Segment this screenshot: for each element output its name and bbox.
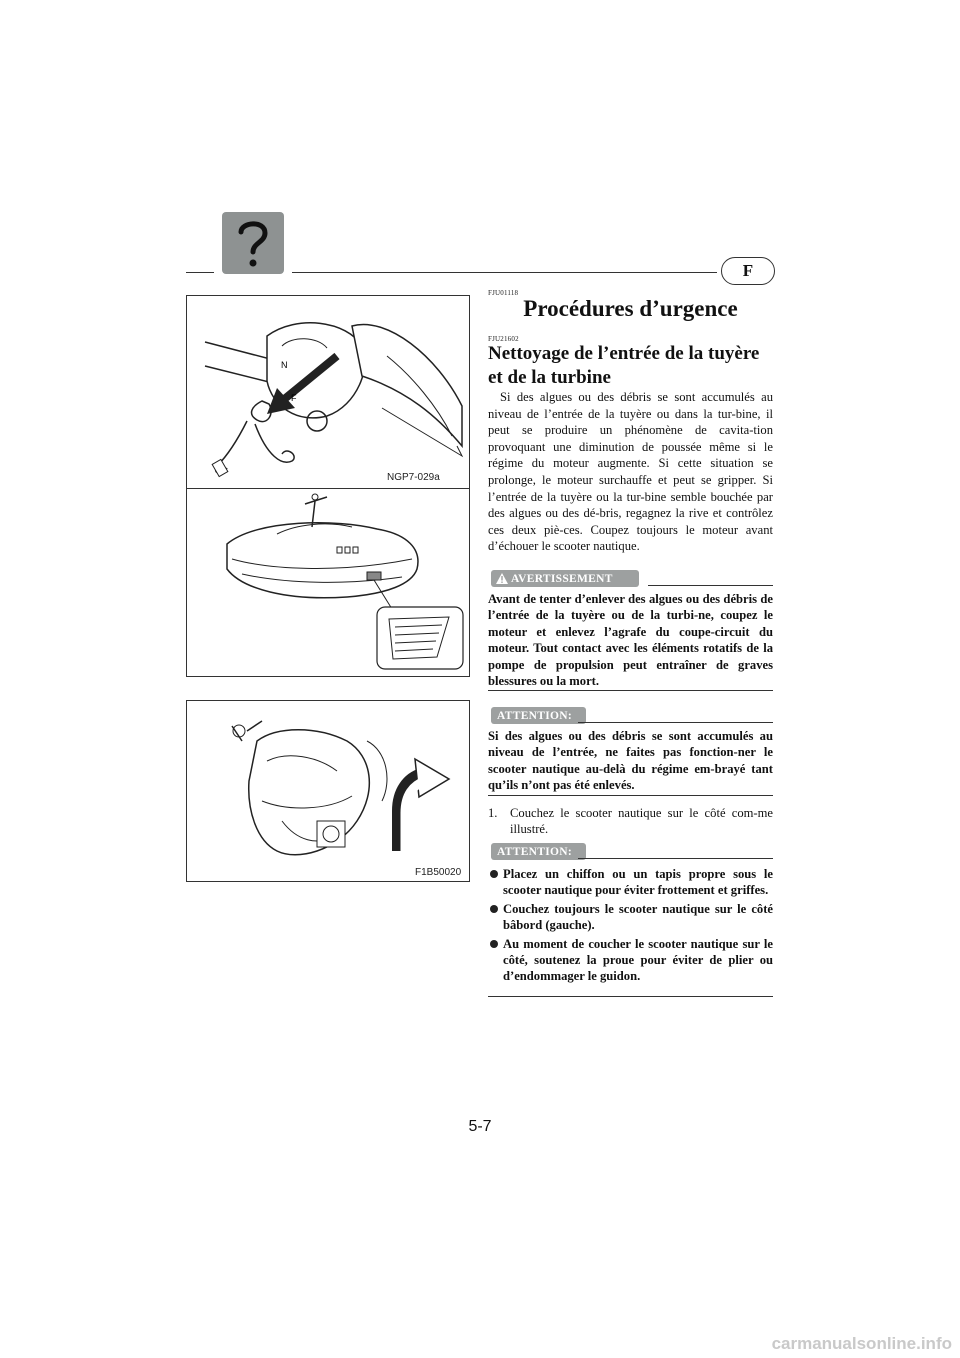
svg-text:N: N <box>281 360 288 370</box>
figure-code: NGP7-029a <box>387 472 440 483</box>
doc-code: FJU21602 <box>488 335 519 343</box>
bullet-icon <box>490 905 498 913</box>
svg-text:F: F <box>291 393 297 403</box>
header-rule-left <box>186 272 214 273</box>
attention-label: ATTENTION: <box>491 843 586 860</box>
question-mark-icon <box>222 212 284 274</box>
list-item <box>488 901 773 934</box>
bullet-icon <box>490 870 498 878</box>
figure-handlebar-and-craft <box>186 295 470 677</box>
attention-text: Si des algues ou des débris se sont accumulés au niveau de l’entrée, ne faites pas fonction-ner le scooter nautique au-delà du régime em-brayé tant qu’ils n’ont pas été enlevés. <box>488 729 773 793</box>
attention-bullet-list <box>488 866 773 987</box>
warning-rule <box>648 585 773 586</box>
divider <box>488 690 773 691</box>
header-rule-right <box>292 272 717 273</box>
figure-code: F1B50020 <box>415 867 462 878</box>
attention-header <box>488 843 773 861</box>
handlebar-illustration <box>187 296 469 488</box>
bullet-text: Placez un chiffon ou un tapis propre sous le scooter nautique pour éviter frottement et griffes. <box>503 867 773 898</box>
page-number: 5-7 <box>468 1118 492 1135</box>
list-item <box>488 866 773 899</box>
bullet-text: Couchez toujours le scooter nautique sur le côté bâbord (gauche). <box>503 901 773 933</box>
figure-craft-on-side <box>186 700 470 882</box>
craft-on-side-illustration <box>187 701 469 881</box>
attention-header <box>488 707 773 725</box>
divider <box>488 795 773 796</box>
step-item <box>488 805 773 838</box>
body-paragraph: Si des algues ou des débris se sont accumulés au niveau de l’entrée de la tuyère ou dans la tur-bine, il peut se produire un phénomène de cavita-tion provoquant une diminution de poussée même si le régime du moteur augmente. Si cette situation se prolonge, le moteur surchauffe et peut se gripper. Si l’entrée de la tuyère ou la tur-bine semble bouchée par des algues ou des dé-bris, regagnez la rive et contrôlez ces deux piè-ces. Coupez toujours le moteur avant d’échouer le scooter nautique. <box>488 390 773 554</box>
bullet-icon <box>490 940 498 948</box>
watermark: carmanualsonline.info <box>771 1334 952 1353</box>
divider <box>488 996 773 997</box>
step-number: 1. <box>488 806 498 820</box>
section-title: Nettoyage de l’entrée de la tuyère et de la turbine <box>488 343 760 388</box>
watercraft-illustration <box>187 489 469 675</box>
warning-triangle-icon <box>496 573 508 584</box>
page-title: Procédures d’urgence <box>523 296 738 321</box>
warning-text: Avant de tenter d’enlever des algues ou des débris de l’entrée de la tuyère ou de la turbi-ne, coupez le moteur et enlevez l’agrafe du coupe-circuit du moteur. Tout contact avec les éléments rotatifs de la pompe de propulsion peut entraîner de graves blessures ou la mort. <box>488 592 773 689</box>
warning-label <box>491 570 639 587</box>
step-text: Couchez le scooter nautique sur le côté com-me illustré. <box>510 806 773 837</box>
warning-header <box>488 570 773 588</box>
doc-code: FJU01118 <box>488 289 519 297</box>
attention-rule <box>578 722 773 723</box>
attention-rule <box>578 858 773 859</box>
language-badge: F <box>721 257 775 285</box>
list-item <box>488 936 773 985</box>
attention-label: ATTENTION: <box>491 707 586 724</box>
bullet-text: Au moment de coucher le scooter nautique sur le côté, soutenez la proue pour éviter de plier ou d’endommager le guidon. <box>503 936 773 984</box>
warning-label-text: AVERTISSEMENT <box>511 572 613 585</box>
